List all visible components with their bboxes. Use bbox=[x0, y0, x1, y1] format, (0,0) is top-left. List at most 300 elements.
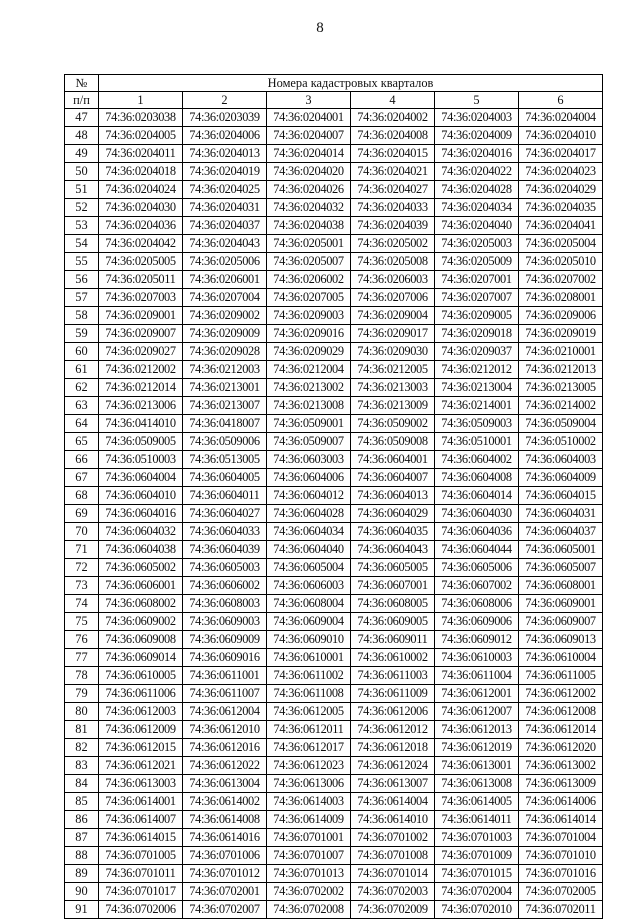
row-number: 61 bbox=[65, 361, 99, 379]
cadastral-number-cell: 74:36:0604004 bbox=[99, 469, 183, 487]
cadastral-number-cell: 74:36:0213009 bbox=[351, 397, 435, 415]
cadastral-number-cell: 74:36:0610001 bbox=[267, 649, 351, 667]
cadastral-number-cell: 74:36:0609011 bbox=[351, 631, 435, 649]
cadastral-number-cell: 74:36:0606002 bbox=[183, 577, 267, 595]
cadastral-number-cell: 74:36:0204024 bbox=[99, 181, 183, 199]
column-number: 3 bbox=[267, 92, 351, 109]
cadastral-number-cell: 74:36:0614001 bbox=[99, 793, 183, 811]
cadastral-number-cell: 74:36:0614015 bbox=[99, 829, 183, 847]
cadastral-number-cell: 74:36:0612021 bbox=[99, 757, 183, 775]
cadastral-number-cell: 74:36:0609012 bbox=[435, 631, 519, 649]
cadastral-number-cell: 74:36:0605007 bbox=[519, 559, 603, 577]
cadastral-number-cell: 74:36:0614011 bbox=[435, 811, 519, 829]
cadastral-number-cell: 74:36:0701006 bbox=[183, 847, 267, 865]
cadastral-number-cell: 74:36:0612011 bbox=[267, 721, 351, 739]
table-row bbox=[65, 235, 603, 253]
cadastral-number-cell: 74:36:0513005 bbox=[183, 451, 267, 469]
cadastral-number-cell: 74:36:0213002 bbox=[267, 379, 351, 397]
table-row bbox=[65, 145, 603, 163]
cadastral-number-cell: 74:36:0609009 bbox=[183, 631, 267, 649]
row-number: 76 bbox=[65, 631, 99, 649]
row-number: 68 bbox=[65, 487, 99, 505]
cadastral-number-cell: 74:36:0604032 bbox=[99, 523, 183, 541]
cadastral-number-cell: 74:36:0604033 bbox=[183, 523, 267, 541]
cadastral-number-cell: 74:36:0613003 bbox=[99, 775, 183, 793]
cadastral-number-cell: 74:36:0204007 bbox=[267, 127, 351, 145]
cadastral-number-cell: 74:36:0204004 bbox=[519, 109, 603, 127]
cadastral-number-cell: 74:36:0509002 bbox=[351, 415, 435, 433]
cadastral-number-cell: 74:36:0203038 bbox=[99, 109, 183, 127]
cadastral-number-cell: 74:36:0610004 bbox=[519, 649, 603, 667]
cadastral-number-cell: 74:36:0604002 bbox=[435, 451, 519, 469]
cadastral-number-cell: 74:36:0204037 bbox=[183, 217, 267, 235]
cadastral-number-cell: 74:36:0204002 bbox=[351, 109, 435, 127]
table-row bbox=[65, 397, 603, 415]
cadastral-number-cell: 74:36:0605006 bbox=[435, 559, 519, 577]
cadastral-number-cell: 74:36:0605004 bbox=[267, 559, 351, 577]
cadastral-number-cell: 74:36:0701012 bbox=[183, 865, 267, 883]
cadastral-number-cell: 74:36:0608004 bbox=[267, 595, 351, 613]
cadastral-number-cell: 74:36:0206001 bbox=[183, 271, 267, 289]
cadastral-number-cell: 74:36:0604011 bbox=[183, 487, 267, 505]
row-number: 53 bbox=[65, 217, 99, 235]
cadastral-number-cell: 74:36:0204011 bbox=[99, 145, 183, 163]
cadastral-number-cell: 74:36:0210001 bbox=[519, 343, 603, 361]
cadastral-number-cell: 74:36:0509004 bbox=[519, 415, 603, 433]
cadastral-number-cell: 74:36:0204003 bbox=[435, 109, 519, 127]
header-row-top bbox=[65, 75, 603, 92]
table-row bbox=[65, 865, 603, 883]
cadastral-number-cell: 74:36:0604001 bbox=[351, 451, 435, 469]
cadastral-number-cell: 74:36:0604038 bbox=[99, 541, 183, 559]
cadastral-number-cell: 74:36:0207007 bbox=[435, 289, 519, 307]
cadastral-number-cell: 74:36:0605001 bbox=[519, 541, 603, 559]
table-row bbox=[65, 217, 603, 235]
cadastral-number-cell: 74:36:0612018 bbox=[351, 739, 435, 757]
table-row bbox=[65, 343, 603, 361]
cadastral-number-cell: 74:36:0209029 bbox=[267, 343, 351, 361]
table-row bbox=[65, 649, 603, 667]
cadastral-number-cell: 74:36:0612002 bbox=[519, 685, 603, 703]
cadastral-number-cell: 74:36:0209027 bbox=[99, 343, 183, 361]
cadastral-number-cell: 74:36:0510002 bbox=[519, 433, 603, 451]
cadastral-number-cell: 74:36:0702006 bbox=[99, 901, 183, 919]
table-row bbox=[65, 361, 603, 379]
cadastral-number-cell: 74:36:0204021 bbox=[351, 163, 435, 181]
row-number: 56 bbox=[65, 271, 99, 289]
cadastral-number-cell: 74:36:0611006 bbox=[99, 685, 183, 703]
cadastral-number-cell: 74:36:0604044 bbox=[435, 541, 519, 559]
cadastral-number-cell: 74:36:0609003 bbox=[183, 613, 267, 631]
table-row bbox=[65, 757, 603, 775]
cadastral-number-cell: 74:36:0608002 bbox=[99, 595, 183, 613]
cadastral-number-cell: 74:36:0604014 bbox=[435, 487, 519, 505]
cadastral-number-cell: 74:36:0701004 bbox=[519, 829, 603, 847]
row-number: 65 bbox=[65, 433, 99, 451]
cadastral-number-cell: 74:36:0207003 bbox=[99, 289, 183, 307]
cadastral-number-cell: 74:36:0611004 bbox=[435, 667, 519, 685]
cadastral-number-cell: 74:36:0701014 bbox=[351, 865, 435, 883]
table-row bbox=[65, 667, 603, 685]
table-row bbox=[65, 505, 603, 523]
header-row-number-sub: п/п bbox=[65, 92, 99, 109]
cadastral-number-cell: 74:36:0611001 bbox=[183, 667, 267, 685]
cadastral-number-cell: 74:36:0209017 bbox=[351, 325, 435, 343]
cadastral-number-cell: 74:36:0604007 bbox=[351, 469, 435, 487]
cadastral-number-cell: 74:36:0604039 bbox=[183, 541, 267, 559]
cadastral-number-cell: 74:36:0510001 bbox=[435, 433, 519, 451]
row-number: 91 bbox=[65, 901, 99, 919]
row-number: 88 bbox=[65, 847, 99, 865]
cadastral-number-cell: 74:36:0209007 bbox=[99, 325, 183, 343]
table-row bbox=[65, 577, 603, 595]
row-number: 73 bbox=[65, 577, 99, 595]
table-row bbox=[65, 721, 603, 739]
cadastral-number-cell: 74:36:0204009 bbox=[435, 127, 519, 145]
table-row bbox=[65, 325, 603, 343]
cadastral-number-cell: 74:36:0607001 bbox=[351, 577, 435, 595]
cadastral-number-cell: 74:36:0609010 bbox=[267, 631, 351, 649]
cadastral-number-cell: 74:36:0204022 bbox=[435, 163, 519, 181]
row-number: 54 bbox=[65, 235, 99, 253]
cadastral-number-cell: 74:36:0604008 bbox=[435, 469, 519, 487]
cadastral-number-cell: 74:36:0609014 bbox=[99, 649, 183, 667]
row-number: 77 bbox=[65, 649, 99, 667]
cadastral-number-cell: 74:36:0204040 bbox=[435, 217, 519, 235]
column-number: 4 bbox=[351, 92, 435, 109]
table-row bbox=[65, 775, 603, 793]
cadastral-number-cell: 74:36:0604029 bbox=[351, 505, 435, 523]
cadastral-number-cell: 74:36:0214001 bbox=[435, 397, 519, 415]
cadastral-number-cell: 74:36:0205009 bbox=[435, 253, 519, 271]
cadastral-number-cell: 74:36:0205004 bbox=[519, 235, 603, 253]
table-row bbox=[65, 523, 603, 541]
cadastral-number-cell: 74:36:0612003 bbox=[99, 703, 183, 721]
header-row-number: № bbox=[65, 75, 99, 92]
cadastral-number-cell: 74:36:0205002 bbox=[351, 235, 435, 253]
cadastral-number-cell: 74:36:0612022 bbox=[183, 757, 267, 775]
table-row bbox=[65, 883, 603, 901]
cadastral-number-cell: 74:36:0212002 bbox=[99, 361, 183, 379]
cadastral-number-cell: 74:36:0204028 bbox=[435, 181, 519, 199]
cadastral-number-cell: 74:36:0701007 bbox=[267, 847, 351, 865]
cadastral-number-cell: 74:36:0701011 bbox=[99, 865, 183, 883]
cadastral-number-cell: 74:36:0702002 bbox=[267, 883, 351, 901]
table-row bbox=[65, 703, 603, 721]
cadastral-number-cell: 74:36:0608003 bbox=[183, 595, 267, 613]
cadastral-number-cell: 74:36:0604031 bbox=[519, 505, 603, 523]
cadastral-number-cell: 74:36:0614010 bbox=[351, 811, 435, 829]
table-body bbox=[65, 109, 603, 919]
cadastral-number-cell: 74:36:0612004 bbox=[183, 703, 267, 721]
cadastral-number-cell: 74:36:0207006 bbox=[351, 289, 435, 307]
cadastral-number-cell: 74:36:0614003 bbox=[267, 793, 351, 811]
cadastral-number-cell: 74:36:0204041 bbox=[519, 217, 603, 235]
cadastral-number-cell: 74:36:0604037 bbox=[519, 523, 603, 541]
cadastral-number-cell: 74:36:0612006 bbox=[351, 703, 435, 721]
cadastral-number-cell: 74:36:0204006 bbox=[183, 127, 267, 145]
cadastral-number-cell: 74:36:0611002 bbox=[267, 667, 351, 685]
cadastral-number-cell: 74:36:0611007 bbox=[183, 685, 267, 703]
cadastral-quarters-table bbox=[64, 74, 603, 919]
table-row bbox=[65, 181, 603, 199]
table-row bbox=[65, 253, 603, 271]
cadastral-number-cell: 74:36:0702004 bbox=[435, 883, 519, 901]
cadastral-number-cell: 74:36:0205005 bbox=[99, 253, 183, 271]
cadastral-number-cell: 74:36:0205008 bbox=[351, 253, 435, 271]
cadastral-number-cell: 74:36:0204025 bbox=[183, 181, 267, 199]
cadastral-number-cell: 74:36:0612010 bbox=[183, 721, 267, 739]
cadastral-number-cell: 74:36:0418007 bbox=[183, 415, 267, 433]
cadastral-number-cell: 74:36:0209028 bbox=[183, 343, 267, 361]
cadastral-number-cell: 74:36:0702010 bbox=[435, 901, 519, 919]
row-number: 49 bbox=[65, 145, 99, 163]
cadastral-number-cell: 74:36:0205003 bbox=[435, 235, 519, 253]
cadastral-number-cell: 74:36:0209005 bbox=[435, 307, 519, 325]
cadastral-number-cell: 74:36:0209019 bbox=[519, 325, 603, 343]
cadastral-number-cell: 74:36:0213008 bbox=[267, 397, 351, 415]
cadastral-number-cell: 74:36:0604035 bbox=[351, 523, 435, 541]
cadastral-number-cell: 74:36:0612005 bbox=[267, 703, 351, 721]
cadastral-number-cell: 74:36:0606001 bbox=[99, 577, 183, 595]
row-number: 82 bbox=[65, 739, 99, 757]
cadastral-number-cell: 74:36:0206003 bbox=[351, 271, 435, 289]
cadastral-number-cell: 74:36:0701017 bbox=[99, 883, 183, 901]
row-number: 69 bbox=[65, 505, 99, 523]
cadastral-number-cell: 74:36:0204042 bbox=[99, 235, 183, 253]
cadastral-number-cell: 74:36:0609013 bbox=[519, 631, 603, 649]
cadastral-number-cell: 74:36:0213007 bbox=[183, 397, 267, 415]
table-row bbox=[65, 829, 603, 847]
cadastral-number-cell: 74:36:0612024 bbox=[351, 757, 435, 775]
cadastral-number-cell: 74:36:0509008 bbox=[351, 433, 435, 451]
cadastral-number-cell: 74:36:0204020 bbox=[267, 163, 351, 181]
cadastral-number-cell: 74:36:0604006 bbox=[267, 469, 351, 487]
cadastral-number-cell: 74:36:0604043 bbox=[351, 541, 435, 559]
row-number: 84 bbox=[65, 775, 99, 793]
row-number: 83 bbox=[65, 757, 99, 775]
table-row bbox=[65, 559, 603, 577]
cadastral-number-cell: 74:36:0212004 bbox=[267, 361, 351, 379]
cadastral-number-cell: 74:36:0612023 bbox=[267, 757, 351, 775]
cadastral-number-cell: 74:36:0611008 bbox=[267, 685, 351, 703]
cadastral-number-cell: 74:36:0614007 bbox=[99, 811, 183, 829]
cadastral-number-cell: 74:36:0509001 bbox=[267, 415, 351, 433]
table-row bbox=[65, 487, 603, 505]
cadastral-number-cell: 74:36:0204005 bbox=[99, 127, 183, 145]
cadastral-number-cell: 74:36:0212014 bbox=[99, 379, 183, 397]
cadastral-number-cell: 74:36:0204036 bbox=[99, 217, 183, 235]
column-number: 2 bbox=[183, 92, 267, 109]
cadastral-number-cell: 74:36:0612012 bbox=[351, 721, 435, 739]
cadastral-number-cell: 74:36:0605005 bbox=[351, 559, 435, 577]
cadastral-number-cell: 74:36:0213005 bbox=[519, 379, 603, 397]
cadastral-number-cell: 74:36:0509005 bbox=[99, 433, 183, 451]
cadastral-number-cell: 74:36:0209037 bbox=[435, 343, 519, 361]
cadastral-number-cell: 74:36:0610002 bbox=[351, 649, 435, 667]
cadastral-number-cell: 74:36:0604015 bbox=[519, 487, 603, 505]
cadastral-number-cell: 74:36:0609008 bbox=[99, 631, 183, 649]
cadastral-number-cell: 74:36:0604005 bbox=[183, 469, 267, 487]
header-group-title: Номера кадастровых кварталов bbox=[99, 75, 603, 92]
table-row bbox=[65, 289, 603, 307]
cadastral-number-cell: 74:36:0204032 bbox=[267, 199, 351, 217]
cadastral-number-cell: 74:36:0612013 bbox=[435, 721, 519, 739]
cadastral-number-cell: 74:36:0204016 bbox=[435, 145, 519, 163]
cadastral-number-cell: 74:36:0204010 bbox=[519, 127, 603, 145]
cadastral-number-cell: 74:36:0207002 bbox=[519, 271, 603, 289]
cadastral-number-cell: 74:36:0613002 bbox=[519, 757, 603, 775]
table-row bbox=[65, 469, 603, 487]
cadastral-number-cell: 74:36:0604010 bbox=[99, 487, 183, 505]
row-number: 89 bbox=[65, 865, 99, 883]
cadastral-number-cell: 74:36:0614009 bbox=[267, 811, 351, 829]
cadastral-number-cell: 74:36:0204034 bbox=[435, 199, 519, 217]
table-row bbox=[65, 595, 603, 613]
cadastral-number-cell: 74:36:0609016 bbox=[183, 649, 267, 667]
cadastral-number-cell: 74:36:0701008 bbox=[351, 847, 435, 865]
cadastral-number-cell: 74:36:0611005 bbox=[519, 667, 603, 685]
cadastral-number-cell: 74:36:0212003 bbox=[183, 361, 267, 379]
cadastral-number-cell: 74:36:0607002 bbox=[435, 577, 519, 595]
row-number: 55 bbox=[65, 253, 99, 271]
cadastral-number-cell: 74:36:0204013 bbox=[183, 145, 267, 163]
cadastral-number-cell: 74:36:0214002 bbox=[519, 397, 603, 415]
table-row bbox=[65, 163, 603, 181]
cadastral-number-cell: 74:36:0207001 bbox=[435, 271, 519, 289]
cadastral-number-cell: 74:36:0204001 bbox=[267, 109, 351, 127]
table-row bbox=[65, 631, 603, 649]
cadastral-number-cell: 74:36:0209018 bbox=[435, 325, 519, 343]
row-number: 48 bbox=[65, 127, 99, 145]
cadastral-number-cell: 74:36:0209009 bbox=[183, 325, 267, 343]
row-number: 47 bbox=[65, 109, 99, 127]
cadastral-number-cell: 74:36:0604027 bbox=[183, 505, 267, 523]
row-number: 74 bbox=[65, 595, 99, 613]
row-number: 81 bbox=[65, 721, 99, 739]
cadastral-number-cell: 74:36:0613007 bbox=[351, 775, 435, 793]
cadastral-number-cell: 74:36:0205011 bbox=[99, 271, 183, 289]
cadastral-number-cell: 74:36:0612008 bbox=[519, 703, 603, 721]
cadastral-number-cell: 74:36:0614006 bbox=[519, 793, 603, 811]
cadastral-number-cell: 74:36:0509003 bbox=[435, 415, 519, 433]
page-number: 8 bbox=[316, 20, 324, 36]
row-number: 59 bbox=[65, 325, 99, 343]
cadastral-number-cell: 74:36:0610005 bbox=[99, 667, 183, 685]
table-row bbox=[65, 109, 603, 127]
cadastral-number-cell: 74:36:0203039 bbox=[183, 109, 267, 127]
cadastral-number-cell: 74:36:0205001 bbox=[267, 235, 351, 253]
row-number: 57 bbox=[65, 289, 99, 307]
cadastral-number-cell: 74:36:0609001 bbox=[519, 595, 603, 613]
cadastral-number-cell: 74:36:0701010 bbox=[519, 847, 603, 865]
cadastral-number-cell: 74:36:0606003 bbox=[267, 577, 351, 595]
cadastral-number-cell: 74:36:0204035 bbox=[519, 199, 603, 217]
table-row bbox=[65, 433, 603, 451]
cadastral-number-cell: 74:36:0613001 bbox=[435, 757, 519, 775]
cadastral-number-cell: 74:36:0204008 bbox=[351, 127, 435, 145]
cadastral-number-cell: 74:36:0213006 bbox=[99, 397, 183, 415]
row-number: 60 bbox=[65, 343, 99, 361]
cadastral-number-cell: 74:36:0610003 bbox=[435, 649, 519, 667]
cadastral-number-cell: 74:36:0510003 bbox=[99, 451, 183, 469]
cadastral-number-cell: 74:36:0701009 bbox=[435, 847, 519, 865]
cadastral-number-cell: 74:36:0613006 bbox=[267, 775, 351, 793]
table-row bbox=[65, 451, 603, 469]
cadastral-number-cell: 74:36:0701005 bbox=[99, 847, 183, 865]
cadastral-number-cell: 74:36:0614002 bbox=[183, 793, 267, 811]
cadastral-number-cell: 74:36:0205006 bbox=[183, 253, 267, 271]
cadastral-number-cell: 74:36:0702011 bbox=[519, 901, 603, 919]
cadastral-number-cell: 74:36:0209001 bbox=[99, 307, 183, 325]
cadastral-number-cell: 74:36:0702007 bbox=[183, 901, 267, 919]
row-number: 79 bbox=[65, 685, 99, 703]
table-row bbox=[65, 901, 603, 919]
row-number: 52 bbox=[65, 199, 99, 217]
cadastral-number-cell: 74:36:0702005 bbox=[519, 883, 603, 901]
cadastral-number-cell: 74:36:0612017 bbox=[267, 739, 351, 757]
cadastral-number-cell: 74:36:0702003 bbox=[351, 883, 435, 901]
cadastral-number-cell: 74:36:0207004 bbox=[183, 289, 267, 307]
row-number: 70 bbox=[65, 523, 99, 541]
cadastral-number-cell: 74:36:0204039 bbox=[351, 217, 435, 235]
cadastral-number-cell: 74:36:0605003 bbox=[183, 559, 267, 577]
cadastral-number-cell: 74:36:0612014 bbox=[519, 721, 603, 739]
row-number: 58 bbox=[65, 307, 99, 325]
table-row bbox=[65, 415, 603, 433]
cadastral-number-cell: 74:36:0205010 bbox=[519, 253, 603, 271]
cadastral-number-cell: 74:36:0209002 bbox=[183, 307, 267, 325]
cadastral-number-cell: 74:36:0613009 bbox=[519, 775, 603, 793]
table-row bbox=[65, 739, 603, 757]
cadastral-number-cell: 74:36:0213001 bbox=[183, 379, 267, 397]
cadastral-number-cell: 74:36:0613004 bbox=[183, 775, 267, 793]
cadastral-number-cell: 74:36:0206002 bbox=[267, 271, 351, 289]
cadastral-number-cell: 74:36:0604034 bbox=[267, 523, 351, 541]
cadastral-number-cell: 74:36:0614014 bbox=[519, 811, 603, 829]
table-row bbox=[65, 271, 603, 289]
row-number: 87 bbox=[65, 829, 99, 847]
table-row bbox=[65, 847, 603, 865]
cadastral-number-cell: 74:36:0204029 bbox=[519, 181, 603, 199]
cadastral-number-cell: 74:36:0608001 bbox=[519, 577, 603, 595]
cadastral-number-cell: 74:36:0212005 bbox=[351, 361, 435, 379]
cadastral-number-cell: 74:36:0204023 bbox=[519, 163, 603, 181]
row-number: 64 bbox=[65, 415, 99, 433]
cadastral-number-cell: 74:36:0204014 bbox=[267, 145, 351, 163]
cadastral-number-cell: 74:36:0209030 bbox=[351, 343, 435, 361]
cadastral-number-cell: 74:36:0604028 bbox=[267, 505, 351, 523]
table-row bbox=[65, 613, 603, 631]
cadastral-number-cell: 74:36:0604040 bbox=[267, 541, 351, 559]
cadastral-number-cell: 74:36:0204019 bbox=[183, 163, 267, 181]
table-row bbox=[65, 379, 603, 397]
cadastral-number-cell: 74:36:0212013 bbox=[519, 361, 603, 379]
cadastral-number-cell: 74:36:0612007 bbox=[435, 703, 519, 721]
cadastral-number-cell: 74:36:0614005 bbox=[435, 793, 519, 811]
cadastral-number-cell: 74:36:0209004 bbox=[351, 307, 435, 325]
cadastral-number-cell: 74:36:0209003 bbox=[267, 307, 351, 325]
cadastral-number-cell: 74:36:0204031 bbox=[183, 199, 267, 217]
cadastral-number-cell: 74:36:0609007 bbox=[519, 613, 603, 631]
cadastral-number-cell: 74:36:0609005 bbox=[351, 613, 435, 631]
row-number: 78 bbox=[65, 667, 99, 685]
cadastral-number-cell: 74:36:0604013 bbox=[351, 487, 435, 505]
cadastral-number-cell: 74:36:0614016 bbox=[183, 829, 267, 847]
cadastral-number-cell: 74:36:0204015 bbox=[351, 145, 435, 163]
cadastral-number-cell: 74:36:0604036 bbox=[435, 523, 519, 541]
cadastral-number-cell: 74:36:0612015 bbox=[99, 739, 183, 757]
